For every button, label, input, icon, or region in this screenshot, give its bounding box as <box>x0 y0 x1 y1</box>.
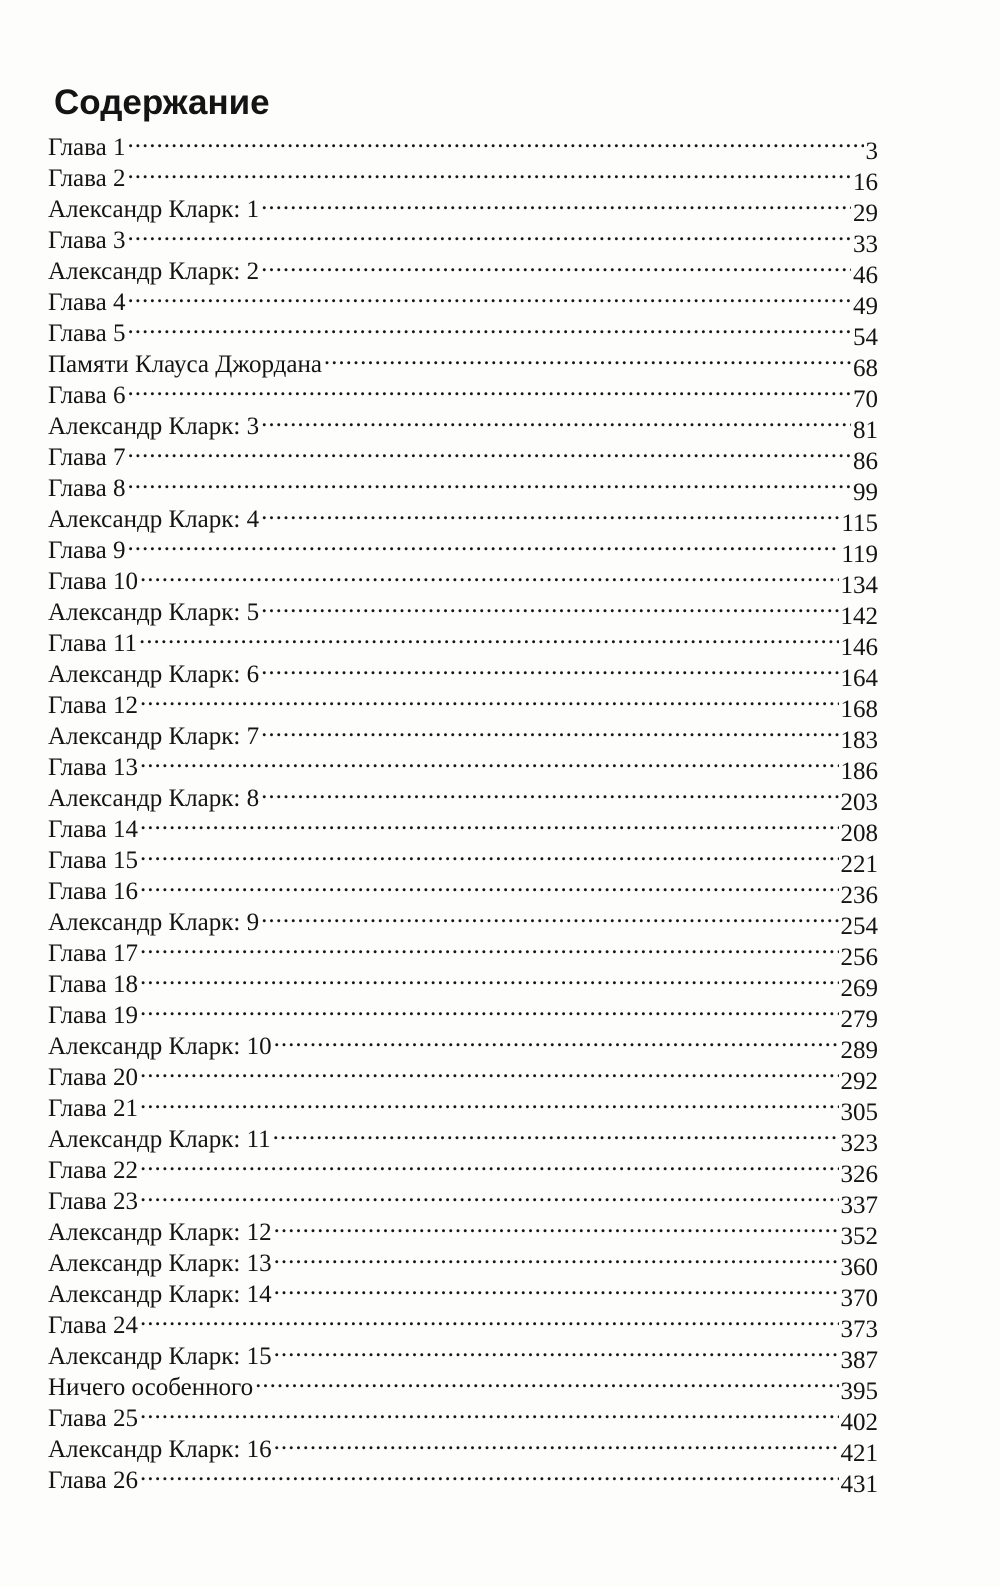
toc-entry-label: Глава 21 <box>48 1095 138 1122</box>
toc-entry[interactable] <box>48 775 878 816</box>
dot-leader <box>261 589 838 620</box>
toc-entry-page-number: 402 <box>840 1409 878 1436</box>
dot-leader <box>127 434 851 465</box>
toc-entry-page-number: 46 <box>853 262 878 289</box>
dot-leader <box>140 1457 839 1488</box>
dot-leader <box>261 186 851 217</box>
toc-entry-page-number: 81 <box>853 417 878 444</box>
toc-entry[interactable] <box>48 651 878 692</box>
toc-entry-label: Александр Кларк: 12 <box>48 1219 272 1246</box>
toc-entry[interactable] <box>48 930 878 971</box>
toc-title: Содержание <box>54 83 270 122</box>
dot-leader <box>140 1054 839 1085</box>
toc-entry-label: Глава 23 <box>48 1188 138 1215</box>
toc-entry[interactable] <box>48 1395 878 1436</box>
dot-leader <box>140 682 839 713</box>
toc-entry[interactable] <box>48 1426 878 1467</box>
dot-leader <box>274 1333 839 1364</box>
toc-entry-page-number: 203 <box>840 789 878 816</box>
dot-leader <box>127 155 851 186</box>
toc-entry-page-number: 236 <box>840 882 878 909</box>
toc-entry-page-number: 323 <box>840 1130 878 1157</box>
toc-entry[interactable] <box>48 1178 878 1219</box>
dot-leader <box>140 1147 839 1178</box>
toc-entry-label: Глава 7 <box>48 444 126 471</box>
toc-entry-label: Глава 11 <box>48 630 138 657</box>
dot-leader <box>140 930 839 961</box>
toc-entry[interactable] <box>48 279 878 320</box>
toc-entry[interactable] <box>48 310 878 351</box>
dot-leader <box>140 961 839 992</box>
toc-entry-page-number: 146 <box>840 634 878 661</box>
toc-entry-label: Глава 3 <box>48 227 126 254</box>
toc-entry-label: Глава 2 <box>48 165 126 192</box>
toc-entry-label: Глава 15 <box>48 847 138 874</box>
toc-entry-label: Глава 13 <box>48 754 138 781</box>
toc-entry[interactable] <box>48 713 878 754</box>
toc-entry-page-number: 373 <box>840 1316 878 1343</box>
dot-leader <box>139 620 838 651</box>
toc-entry[interactable] <box>48 744 878 785</box>
toc-entry-label: Александр Кларк: 11 <box>48 1126 271 1153</box>
toc-entry-page-number: 421 <box>840 1440 878 1467</box>
toc-entry-label: Александр Кларк: 8 <box>48 785 260 812</box>
toc-entry-page-number: 326 <box>840 1161 878 1188</box>
dot-leader <box>140 1302 839 1333</box>
dot-leader <box>261 248 851 279</box>
toc-entry-label: Глава 25 <box>48 1405 138 1432</box>
toc-entry[interactable] <box>48 403 878 444</box>
dot-leader <box>255 1364 838 1395</box>
toc-entry-label: Александр Кларк: 6 <box>48 661 260 688</box>
toc-entry[interactable] <box>48 806 878 847</box>
toc-entry-label: Александр Кларк: 9 <box>48 909 260 936</box>
toc-entry[interactable] <box>48 682 878 723</box>
toc-entry-page-number: 360 <box>840 1254 878 1281</box>
toc-entry-label: Глава 24 <box>48 1312 138 1339</box>
toc-entry-page-number: 269 <box>840 975 878 1002</box>
toc-entry[interactable] <box>48 1333 878 1374</box>
toc-entry[interactable] <box>48 1302 878 1343</box>
toc-entry-label: Глава 26 <box>48 1467 138 1494</box>
toc-entry-label: Глава 8 <box>48 475 126 502</box>
toc-entry-label: Глава 22 <box>48 1157 138 1184</box>
toc-entry[interactable] <box>48 434 878 475</box>
toc-entry-page-number: 183 <box>840 727 878 754</box>
dot-leader <box>274 1023 839 1054</box>
toc-entry-label: Памяти Клауса Джордана <box>48 351 322 378</box>
toc-entry[interactable] <box>48 1457 878 1498</box>
toc-entry-page-number: 115 <box>841 510 878 537</box>
toc-entry[interactable] <box>48 1085 878 1126</box>
toc-entry-label: Глава 17 <box>48 940 138 967</box>
toc-entry-page-number: 3 <box>865 138 878 165</box>
toc-entry-page-number: 305 <box>840 1099 878 1126</box>
toc-entry-page-number: 337 <box>840 1192 878 1219</box>
toc-entry-page-number: 387 <box>840 1347 878 1374</box>
dot-leader <box>261 899 838 930</box>
toc-entry[interactable] <box>48 1116 878 1157</box>
toc-list <box>48 124 878 1498</box>
toc-entry-page-number: 208 <box>840 820 878 847</box>
toc-entry-label: Александр Кларк: 7 <box>48 723 260 750</box>
toc-entry-label: Глава 1 <box>48 134 126 161</box>
toc-entry[interactable] <box>48 620 878 661</box>
dot-leader <box>140 806 839 837</box>
toc-entry-label: Александр Кларк: 2 <box>48 258 260 285</box>
toc-entry[interactable] <box>48 527 878 568</box>
dot-leader <box>261 775 838 806</box>
toc-entry-page-number: 16 <box>853 169 878 196</box>
toc-entry[interactable] <box>48 124 878 165</box>
toc-entry-label: Александр Кларк: 3 <box>48 413 260 440</box>
dot-leader <box>127 217 851 248</box>
toc-entry[interactable] <box>48 341 878 382</box>
toc-entry-label: Глава 9 <box>48 537 126 564</box>
toc-entry[interactable] <box>48 217 878 258</box>
toc-entry-page-number: 134 <box>840 572 878 599</box>
toc-entry-page-number: 395 <box>840 1378 878 1405</box>
toc-entry-label: Александр Кларк: 16 <box>48 1436 272 1463</box>
toc-entry-label: Глава 5 <box>48 320 126 347</box>
dot-leader <box>324 341 851 372</box>
dot-leader <box>261 651 838 682</box>
dot-leader <box>140 1178 839 1209</box>
toc-entry-label: Александр Кларк: 4 <box>48 506 260 533</box>
toc-entry[interactable] <box>48 992 878 1033</box>
dot-leader <box>274 1240 839 1271</box>
toc-entry-label: Александр Кларк: 14 <box>48 1281 272 1308</box>
toc-entry[interactable] <box>48 961 878 1002</box>
toc-entry-label: Александр Кларк: 10 <box>48 1033 272 1060</box>
dot-leader <box>261 403 851 434</box>
toc-entry-page-number: 99 <box>853 479 878 506</box>
toc-entry-page-number: 352 <box>840 1223 878 1250</box>
toc-entry[interactable] <box>48 372 878 413</box>
toc-entry-label: Глава 10 <box>48 568 138 595</box>
toc-entry[interactable] <box>48 186 878 227</box>
dot-leader <box>140 744 839 775</box>
toc-entry-page-number: 289 <box>840 1037 878 1064</box>
toc-entry-label: Глава 19 <box>48 1002 138 1029</box>
dot-leader <box>127 279 851 310</box>
toc-entry-page-number: 279 <box>840 1006 878 1033</box>
toc-entry-page-number: 49 <box>853 293 878 320</box>
toc-entry[interactable] <box>48 1023 878 1064</box>
toc-entry[interactable] <box>48 248 878 289</box>
dot-leader <box>274 1426 839 1457</box>
toc-entry[interactable] <box>48 465 878 506</box>
toc-entry[interactable] <box>48 837 878 878</box>
dot-leader <box>127 124 863 155</box>
toc-entry-label: Ничего особенного <box>48 1374 254 1401</box>
dot-leader <box>140 837 839 868</box>
toc-entry-page-number: 70 <box>853 386 878 413</box>
toc-entry-page-number: 86 <box>853 448 878 475</box>
toc-entry[interactable] <box>48 496 878 537</box>
toc-entry-page-number: 168 <box>840 696 878 723</box>
toc-entry-page-number: 33 <box>853 231 878 258</box>
toc-entry[interactable] <box>48 1054 878 1095</box>
dot-leader <box>261 496 839 527</box>
toc-entry-page-number: 292 <box>840 1068 878 1095</box>
dot-leader <box>127 372 851 403</box>
toc-entry[interactable] <box>48 558 878 599</box>
toc-entry-label: Глава 12 <box>48 692 138 719</box>
toc-entry[interactable] <box>48 899 878 940</box>
toc-entry-label: Александр Кларк: 1 <box>48 196 260 223</box>
toc-entry-page-number: 29 <box>853 200 878 227</box>
toc-entry-page-number: 256 <box>840 944 878 971</box>
toc-entry-page-number: 431 <box>840 1471 878 1498</box>
toc-entry-label: Александр Кларк: 5 <box>48 599 260 626</box>
toc-entry-label: Александр Кларк: 15 <box>48 1343 272 1370</box>
toc-entry-page-number: 68 <box>853 355 878 382</box>
toc-entry-page-number: 142 <box>840 603 878 630</box>
dot-leader <box>127 527 839 558</box>
toc-entry-label: Глава 20 <box>48 1064 138 1091</box>
toc-entry[interactable] <box>48 1147 878 1188</box>
toc-entry-page-number: 54 <box>853 324 878 351</box>
toc-entry-page-number: 370 <box>840 1285 878 1312</box>
toc-entry-page-number: 221 <box>840 851 878 878</box>
dot-leader <box>140 992 839 1023</box>
toc-entry[interactable] <box>48 155 878 196</box>
toc-entry-page-number: 186 <box>840 758 878 785</box>
toc-entry-page-number: 254 <box>840 913 878 940</box>
dot-leader <box>140 558 839 589</box>
toc-entry[interactable] <box>48 1209 878 1250</box>
dot-leader <box>140 1085 839 1116</box>
toc-entry-page-number: 164 <box>840 665 878 692</box>
toc-entry-label: Александр Кларк: 13 <box>48 1250 272 1277</box>
toc-entry-label: Глава 4 <box>48 289 126 316</box>
toc-entry-label: Глава 6 <box>48 382 126 409</box>
dot-leader <box>261 713 838 744</box>
dot-leader <box>140 868 839 899</box>
toc-entry-page-number: 119 <box>841 541 878 568</box>
dot-leader <box>140 1395 839 1426</box>
toc-entry[interactable] <box>48 589 878 630</box>
toc-entry[interactable] <box>48 868 878 909</box>
dot-leader <box>273 1116 839 1147</box>
toc-entry-label: Глава 14 <box>48 816 138 843</box>
dot-leader <box>274 1271 839 1302</box>
dot-leader <box>274 1209 839 1240</box>
dot-leader <box>127 465 851 496</box>
dot-leader <box>127 310 851 341</box>
toc-entry-label: Глава 16 <box>48 878 138 905</box>
toc-entry-label: Глава 18 <box>48 971 138 998</box>
